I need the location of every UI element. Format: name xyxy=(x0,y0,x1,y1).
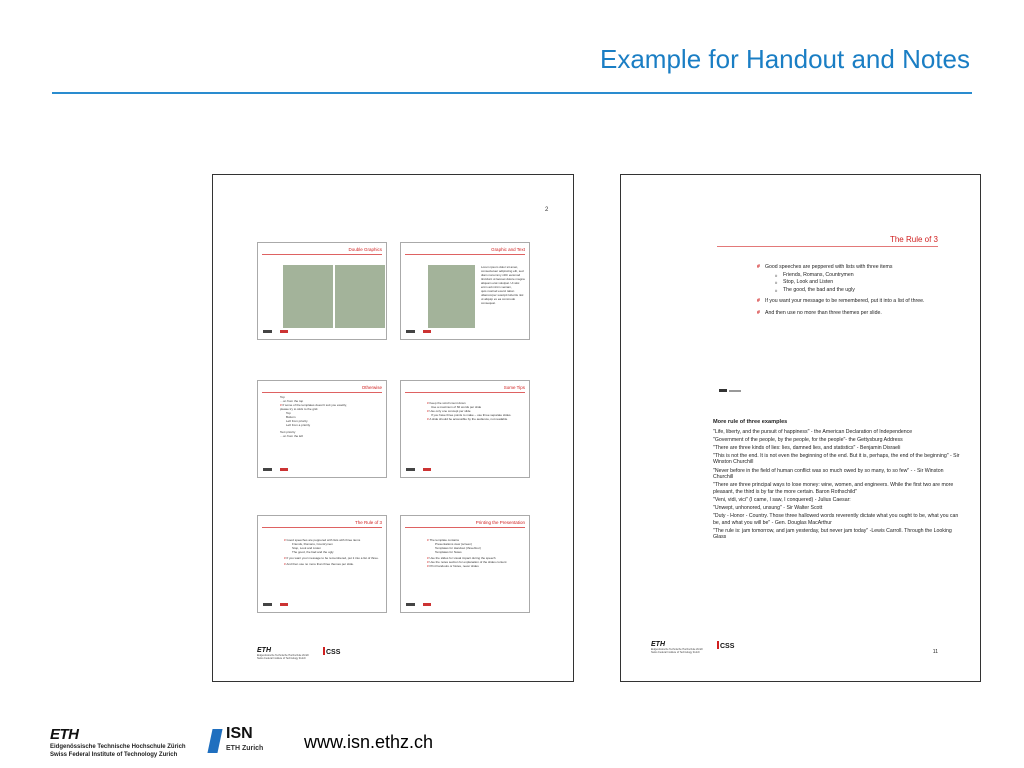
thumbnail-logo-eth xyxy=(263,468,272,471)
isn-logo: ISN ETH Zurich xyxy=(210,727,270,759)
thumbnail-logo-css xyxy=(280,330,288,333)
page-title: Example for Handout and Notes xyxy=(600,44,970,74)
thumbnail-title: Printing the Presentation xyxy=(475,520,525,525)
thumbnail-logo-css xyxy=(280,603,288,606)
notes-eth-logo: ETH Eidgenössische Technische Hochschule Zürich Swiss Federal Institute of Technology Zurich xyxy=(651,641,704,654)
thumbnail-logo-eth xyxy=(406,603,415,606)
graphic-placeholder xyxy=(283,265,333,328)
notes-slide-logo xyxy=(719,389,741,393)
notes-slide-rule xyxy=(717,246,938,247)
thumbnail-text: # Keep the scroll count down Use a maximum of 60 words per slide # Use only one concept per slide If you have three points to make – use three separate slides. # A slide should be accessible by the audience, not readable xyxy=(427,401,512,421)
thumbnail-logo-eth xyxy=(406,330,415,333)
thumbnail-rule xyxy=(405,527,525,528)
thumbnail-title: Double Graphics xyxy=(348,247,382,252)
thumbnail-text: Top …on from the top # If some of the templates doesn't suit you exactly, please try to stick to the grid. Top Bottom Left from priority Left from a priority Text priority …on from the left xyxy=(280,395,347,438)
thumbnail-logo-css xyxy=(423,603,431,606)
thumbnail-otherwise xyxy=(257,380,387,478)
thumbnail-logo-eth xyxy=(406,468,415,471)
graphic-placeholder xyxy=(428,265,475,328)
thumbnail-text: # Good speeches are peppered with lists with three items Friends, Romans, Countrymen Stop, Look and Listen The good, the bad and the ugly # If you want your message to be remembered, put it into a list of three. # And then use no more than three themes per slide. xyxy=(284,538,379,566)
notes-page-number: 11 xyxy=(932,649,938,655)
notes-paragraph: "There are three kinds of lies: lies, damned lies, and statistics" - Benjamin Disraeli xyxy=(713,444,901,451)
isn-slash-icon xyxy=(207,729,222,753)
notes-paragraph: "Government of the people, by the people, for the people"- the Gettysburg Address xyxy=(713,436,903,443)
thumbnail-printing xyxy=(400,515,530,613)
handout-css-logo: CSS xyxy=(323,647,340,656)
title-divider xyxy=(52,92,972,94)
thumbnail-logo-eth xyxy=(263,330,272,333)
handout-eth-logo: ETH Eidgenössische Technische Hochschule Zürich Swiss Federal Institute of Technology Zurich xyxy=(257,647,310,660)
handout-page-number: 2 xyxy=(545,207,549,213)
notes-paragraph: "Life, liberty, and the pursuit of happiness" - the American Declaration of Independence xyxy=(713,428,913,435)
notes-paragraph: "Duty - Honor - Country. Those three hallowed words reverently dictate what you ought to be, what you can be, and what you will be" - Gen. Douglas MacArthur xyxy=(713,513,959,526)
thumbnail-rule xyxy=(262,254,382,255)
thumbnail-double-graphics xyxy=(257,242,387,340)
thumbnail-title: Graphic and Text xyxy=(491,247,525,252)
thumbnail-rule xyxy=(405,392,525,393)
notes-text xyxy=(713,419,961,543)
notes-paragraph: "Never before in the field of human conflict was so much owed by so many, to so few" - - Sir Winston Churchill xyxy=(713,467,944,481)
website-url: www.isn.ethz.ch xyxy=(304,732,434,752)
bullet-item: # And then use no more than three themes per slide. xyxy=(757,310,947,318)
notes-paragraph: "The rule is: jam tomorrow, and jam yesterday, but never jam today" -Lewis Carroll. Through the Looking Glass xyxy=(713,527,952,541)
bullet-item: # Good speeches are peppered with lists with three items # Friends, Romans, Countrymen # Stop, Look and Listen # The good, the bad and the ugly xyxy=(757,264,947,294)
thumbnail-title: Otherwise xyxy=(361,385,382,390)
thumbnail-rule xyxy=(262,392,382,393)
notes-paragraph: "Unwept, unhonored, unsung" - Sir Walter Scott xyxy=(713,505,823,512)
handout-page xyxy=(212,174,574,682)
notes-paragraph: "There are three principal ways to lose money: wine, women, and engineers. While the first two are more pleasant, the third is by far the more certain. Baron Rothschild" xyxy=(713,482,954,495)
eth-logo: ETH Eidgenössische Technische Hochschule Zürich Swiss Federal Institute of Technology Zurich xyxy=(50,726,186,758)
thumbnail-title: Some Tips xyxy=(503,385,525,390)
thumbnail-logo-css xyxy=(423,468,431,471)
thumbnail-title: The Rule of 3 xyxy=(354,520,382,525)
notes-paragraph: "Veni, vidi, vici" (I came, I saw, I conquered) - Julius Caesar: xyxy=(713,496,851,503)
thumbnail-some-tips xyxy=(400,380,530,478)
notes-paragraph: "This is not the end. It is not even the beginning of the end. But it is, perhaps, the end of the beginning" - Sir Winston Churchill xyxy=(713,452,960,466)
thumbnail-rule xyxy=(262,527,382,528)
notes-slide-bullets xyxy=(757,264,947,321)
thumbnail-text: # The template contains Presentations view (screen) Templates for Handout (three/four) Templates for Notes # Use the slides for visual impact during the speech # Use the notes section for explanation of the slides content # Print handouts or Notes, never slides xyxy=(427,538,507,568)
notes-css-logo: CSS xyxy=(717,641,734,650)
thumbnail-text: Lorem ipsum dolor sit amet, consectetuer adipiscing elit, sed diam nonummy nibh euismod tincidunt ut laoreet dolore magna aliquam erat volutpat. Ut wisi enim ad minim veniam, quis nostrud exerci tation ullamcorper suscipit lobortis nisl ut aliquip ex ea commodo consequat. xyxy=(481,265,525,305)
thumbnail-rule-of-3 xyxy=(257,515,387,613)
notes-heading: More rule of three examples xyxy=(713,419,788,425)
notes-slide-title: The Rule of 3 xyxy=(889,235,938,244)
bullet-item: # If you want your message to be remembered, put it into a list of three. xyxy=(757,298,947,306)
thumbnail-logo-eth xyxy=(263,603,272,606)
thumbnail-logo-css xyxy=(280,468,288,471)
thumbnail-logo-css xyxy=(423,330,431,333)
thumbnail-rule xyxy=(405,254,525,255)
notes-page xyxy=(620,174,981,682)
graphic-placeholder xyxy=(335,265,385,328)
thumbnail-graphic-and-text xyxy=(400,242,530,340)
